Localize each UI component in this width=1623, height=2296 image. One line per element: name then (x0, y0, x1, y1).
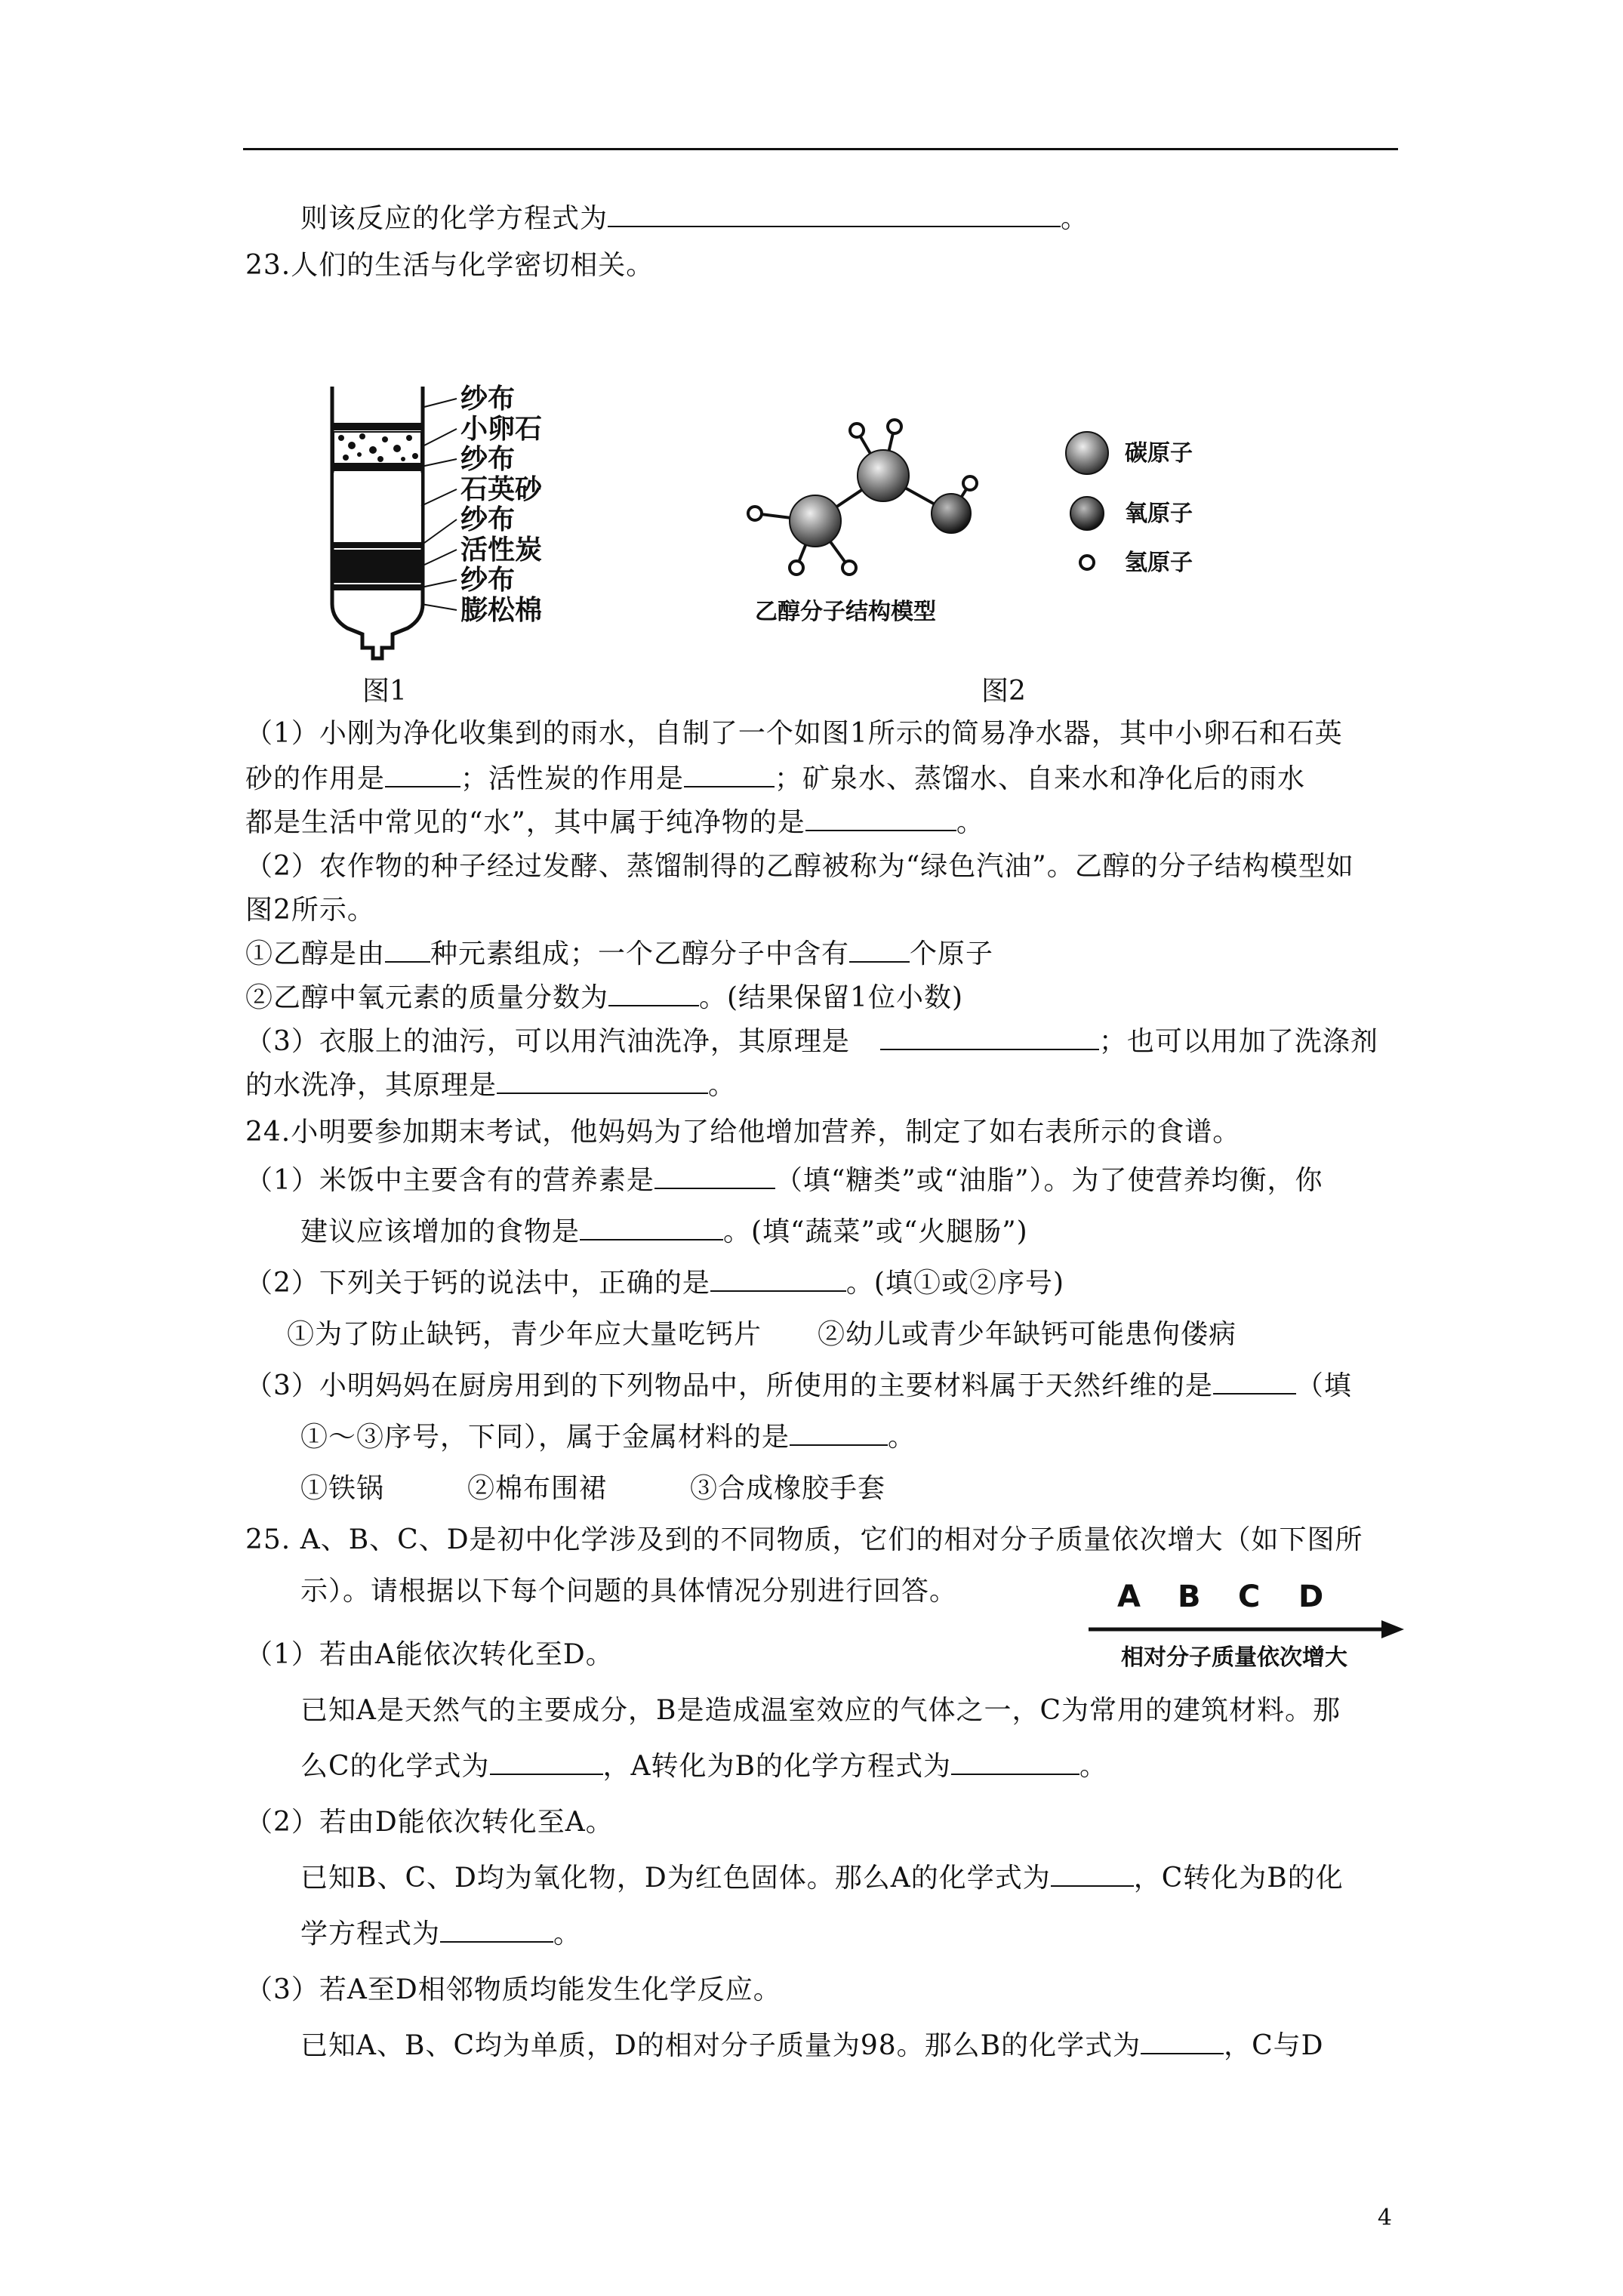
answer-blank[interactable] (1141, 2030, 1224, 2054)
layer-label: 小卵石 (460, 414, 543, 445)
legend-hydrogen-icon (1080, 556, 1094, 569)
answer-blank[interactable] (805, 807, 956, 831)
q25-p3-line1: 已知A、B、C均为单质，D的相对分子质量为98。那么B的化学式为 ，C与D (300, 2030, 1324, 2061)
layer-leader-lines (421, 399, 457, 610)
answer-blank[interactable] (1213, 1370, 1296, 1395)
page-number: 4 (1377, 2205, 1392, 2231)
arrow-letter-d: D (1298, 1579, 1324, 1614)
q24-p2-options: ①为了防止缺钙，青少年应大量吃钙片 ②幼儿或青少年缺钙可能患佝偻病 (287, 1319, 1237, 1350)
svg-text:氧原子: 氧原子 (1125, 501, 1193, 527)
oxygen-atom (932, 494, 971, 533)
q23-p2-item1: ①乙醇是由 种元素组成；一个乙醇分子中含有 个原子 (245, 938, 994, 969)
hydrogen-atom (790, 561, 803, 575)
q25-p3-title: （3）若A至D相邻物质均能发生化学反应。 (245, 1974, 781, 2005)
answer-blank[interactable] (880, 1026, 1099, 1050)
layer-label: 纱布 (460, 565, 516, 596)
arrow-letter-b: B (1178, 1579, 1201, 1614)
purifier-bottle (332, 387, 423, 658)
molecular-mass-arrow (1079, 1563, 1412, 1676)
hydrogen-atom (963, 476, 977, 490)
layer-label: 石英砂 (460, 474, 543, 505)
figure-2-caption: 图2 (981, 676, 1026, 707)
q23-p1-line1: （1）小刚为净化收集到的雨水，自制了一个如图1所示的简易净水器，其中小卵石和石英 (245, 718, 1343, 749)
q25-intro-line2: 示）。请根据以下每个问题的具体情况分别进行回答。 (300, 1576, 958, 1607)
answer-blank[interactable] (608, 982, 699, 1006)
q23-p2-line1: （2）农作物的种子经过发酵、蒸馏制得的乙醇被称为“绿色汽油”。乙醇的分子结构模型如 (245, 851, 1354, 882)
q24-p2-line: （2）下列关于钙的说法中，正确的是 。(填①或②序号) (245, 1268, 1064, 1299)
answer-blank[interactable] (710, 1268, 846, 1292)
q23-p2-item2: ②乙醇中氧元素的质量分数为 。(结果保留1位小数) (245, 982, 964, 1013)
q23-p3-line2: 的水洗净，其原理是 。 (245, 1070, 737, 1101)
q24-p1-line1: （1）米饭中主要含有的营养素是 （填“糖类”或“油脂”）。为了使营养均衡，你 (245, 1165, 1323, 1196)
q23-p3-line1: （3）衣服上的油污，可以用汽油洗净，其原理是 ；也可以用加了洗涤剂 (245, 1026, 1378, 1057)
q24-title: 24.小明要参加期末考试，他妈妈为了给他增加营养，制定了如右表所示的食谱。 (245, 1117, 1241, 1148)
hydrogen-atom (748, 507, 762, 520)
answer-blank[interactable] (608, 203, 1061, 227)
ethanol-model-figure (725, 400, 1268, 627)
header-rule (243, 148, 1398, 150)
q25-p1-line2: 么C的化学式为 ，A转化为B的化学方程式为 。 (300, 1751, 1108, 1782)
legend-carbon-icon (1066, 432, 1108, 474)
q25-p1-line1: 已知A是天然气的主要成分，B是造成温室效应的气体之一，C为常用的建筑材料。那 (300, 1695, 1341, 1726)
answer-blank[interactable] (440, 1918, 553, 1943)
arrow-head-icon (1381, 1620, 1404, 1638)
q22-equation-line: 则该反应的化学方程式为 。 (300, 203, 1089, 234)
atom-legend (1066, 432, 1193, 576)
hydrogen-atom (888, 420, 901, 433)
q25-p2-title: （2）若由D能依次转化至A。 (245, 1807, 614, 1838)
q24-p1-line2: 建议应该增加的食物是 。(填“蔬菜”或“火腿肠”) (300, 1216, 1028, 1247)
answer-blank[interactable] (385, 938, 430, 963)
q23-title: 23.人们的生活与化学密切相关。 (245, 250, 654, 281)
hydrogen-atom (850, 424, 864, 437)
arrow-letter-a: A (1117, 1579, 1141, 1614)
carbon-atom (858, 450, 909, 501)
layer-label: 活性炭 (460, 535, 543, 566)
legend-oxygen-icon (1070, 497, 1104, 530)
arrow-caption: 相对分子质量依次增大 (1121, 1644, 1347, 1671)
layer-label: 纱布 (460, 384, 516, 415)
water-purifier-figure (325, 378, 649, 664)
hydrogen-atom (842, 561, 856, 575)
layer-label: 膨松棉 (460, 595, 543, 626)
answer-blank[interactable] (951, 1751, 1079, 1775)
q25-intro-line1: 25. A、B、C、D是初中化学涉及到的不同物质，它们的相对分子质量依次增大（如下图所 (245, 1524, 1363, 1555)
q23-p1-line3: 都是生活中常见的“水”，其中属于纯净物的是 。 (245, 807, 984, 838)
answer-blank[interactable] (654, 1165, 775, 1189)
answer-blank[interactable] (684, 763, 775, 787)
answer-blank[interactable] (385, 763, 460, 787)
answer-blank[interactable] (849, 938, 910, 963)
answer-blank[interactable] (1051, 1863, 1134, 1887)
figure-1-caption: 图1 (362, 676, 407, 707)
answer-blank[interactable] (490, 1751, 603, 1775)
carbon-atom (790, 495, 841, 547)
q25-p2-line2: 学方程式为 。 (300, 1918, 582, 1949)
layer-label: 纱布 (460, 444, 516, 475)
svg-text:碳原子: 碳原子 (1125, 440, 1193, 467)
q24-p3-line2: ①～③序号，下同），属于金属材料的是 。 (300, 1422, 916, 1453)
svg-text:氢原子: 氢原子 (1125, 550, 1193, 576)
q23-p1-line2: 砂的作用是 ；活性炭的作用是 ；矿泉水、蒸馏水、自来水和净化后的雨水 (245, 763, 1306, 794)
q24-p3-line1: （3）小明妈妈在厨房用到的下列物品中，所使用的主要材料属于天然纤维的是 （填 (245, 1370, 1352, 1401)
answer-blank[interactable] (790, 1422, 888, 1446)
model-label: 乙醇分子结构模型 (755, 599, 936, 625)
molecule-bonds (755, 427, 970, 568)
arrow-letter-c: C (1238, 1579, 1261, 1614)
q25-p1-title: （1）若由A能依次转化至D。 (245, 1639, 614, 1670)
q23-p2-line2: 图2所示。 (245, 895, 375, 926)
q25-p2-line1: 已知B、C、D均为氧化物，D为红色固体。那么A的化学式为 ，C转化为B的化 (300, 1863, 1344, 1894)
layer-label: 纱布 (460, 504, 516, 535)
answer-blank[interactable] (497, 1070, 708, 1094)
q24-p3-options: ①铁锅 ②棉布围裙 ③合成橡胶手套 (300, 1473, 886, 1504)
answer-blank[interactable] (580, 1216, 723, 1240)
